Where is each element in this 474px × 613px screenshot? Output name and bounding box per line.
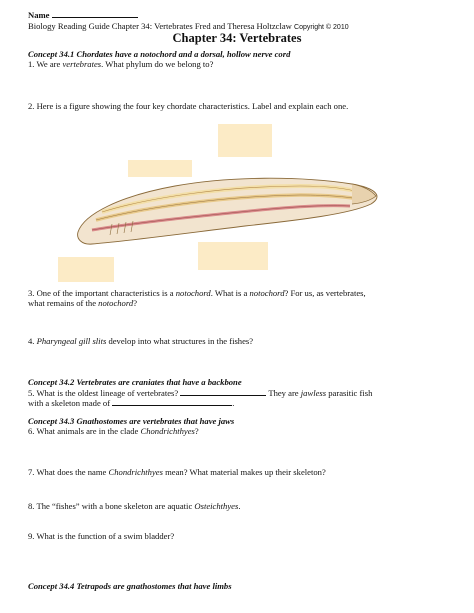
concept-34-4: Concept 34.4 Tetrapods are gnathostomes that have limbs [28, 581, 232, 591]
concept-34-3: Concept 34.3 Gnathostomes are vertebrates that have jaws [28, 416, 235, 426]
chordate-body [78, 178, 377, 244]
question-5-line-1: 5. What is the oldest lineage of vertebrates? They are jawless parasitic fish [28, 388, 373, 398]
name-line: Name [28, 9, 138, 20]
question-1: 1. We are vertebrates. What phylum do we belong to? [28, 59, 214, 69]
question-2: 2. Here is a figure showing the four key chordate characteristics. Label and explain each one. [28, 101, 349, 111]
q5-blank-skeleton[interactable] [112, 397, 232, 406]
question-9: 9. What is the function of a swim bladder? [28, 531, 175, 541]
question-7: 7. What does the name Chondrichthyes mean? What material makes up their skeleton? [28, 467, 326, 477]
concept-34-1: Concept 34.1 Chordates have a notochord and a dorsal, hollow nerve cord [28, 49, 291, 59]
page-title: Chapter 34: Vertebrates [172, 31, 302, 45]
question-5-line-2: with a skeleton made of . [28, 398, 235, 408]
copyright: Copyright © 2010 [294, 24, 349, 31]
question-6: 6. What animals are in the clade Chondrichthyes? [28, 426, 199, 436]
question-3-line-2: what remains of the notochord? [28, 298, 138, 308]
question-8: 8. The “fishes” with a bone skeleton are aquatic Osteichthyes. [28, 501, 241, 511]
q5-blank-lineage[interactable] [180, 387, 266, 396]
course-line: Biology Reading Guide Chapter 34: Vertebrates Fred and Theresa Holtzclaw Copyright © 2010 [28, 21, 349, 31]
concept-34-2: Concept 34.2 Vertebrates are craniates that have a backbone [28, 377, 242, 387]
question-3-line-1: 3. One of the important characteristics is a notochord. What is a notochord? For us, as vertebrates, [28, 288, 366, 298]
question-4: 4. Pharyngeal gill slits develop into what structures in the fishes? [28, 336, 254, 346]
